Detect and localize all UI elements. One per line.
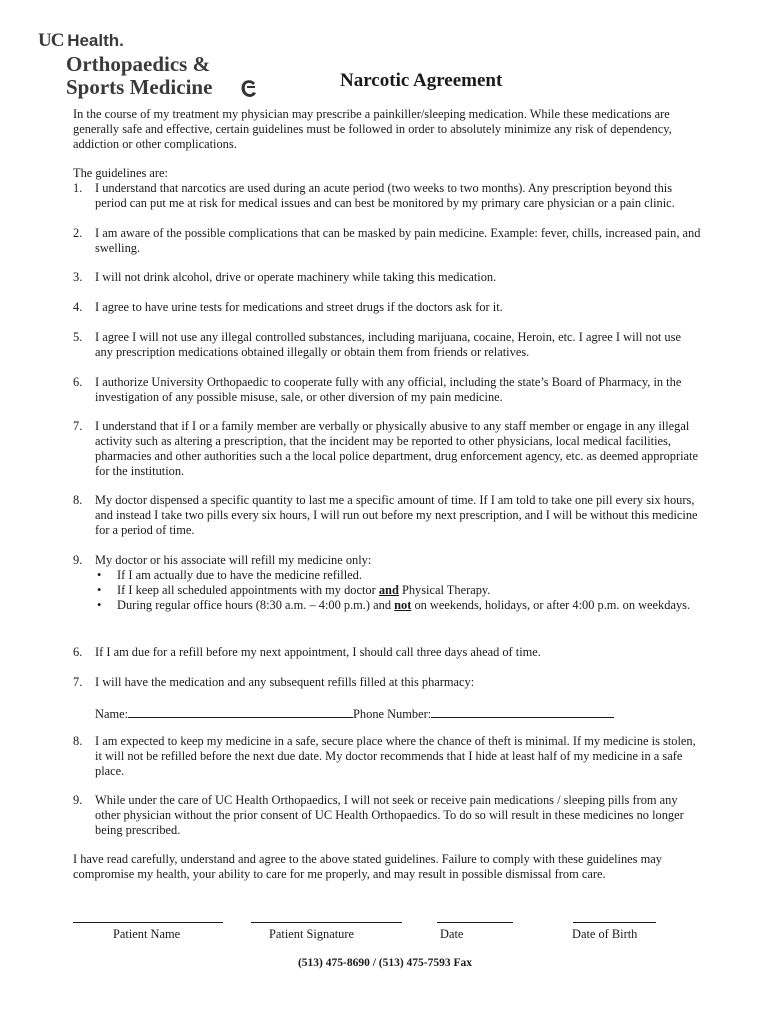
pharmacy-fillin-row — [95, 705, 614, 722]
emphasis-and: and — [378, 583, 399, 597]
patient-signature-label: Patient Signature — [269, 927, 354, 941]
item-text: I am aware of the possible complications that can be masked by pain medicine. Example: fever, chills, increased pain, and swelling. — [95, 226, 701, 255]
logo-sports-medicine-text: Sports Medicine — [66, 75, 213, 99]
cincinnati-c-logo-icon — [238, 77, 260, 99]
item-number: 7. — [73, 675, 83, 689]
guideline-item — [73, 553, 701, 613]
item-text: I authorize University Orthopaedic to cooperate fully with any official, including the state’s Board of Pharmacy, in the investigation of any possible misuse, sale, or other diversion of my pain medicine. — [95, 375, 682, 404]
guideline-item — [73, 181, 701, 211]
guideline-item — [73, 300, 701, 315]
pharmacy-phone-field[interactable] — [431, 705, 614, 718]
item-number: 8. — [73, 493, 83, 507]
item-number: 7. — [73, 419, 83, 433]
guideline-item — [73, 419, 701, 479]
guideline-item — [73, 645, 701, 660]
item-number: 6. — [73, 375, 83, 389]
refill-conditions-list — [95, 568, 701, 613]
pharmacy-phone-label: Phone Number: — [353, 707, 432, 721]
guideline-item — [73, 493, 701, 538]
item-number: 6. — [73, 645, 83, 659]
guideline-item — [73, 226, 701, 256]
refill-condition-text: If I am actually due to have the medicine refilled. — [117, 568, 362, 582]
item-text: While under the care of UC Health Orthopaedics, I will not seek or receive pain medications / sleeping pills from any other physician without the prior consent of UC Health Orthopaedics. To do so will result in these medicines no longer being prescribed. — [95, 793, 684, 837]
guideline-item — [73, 270, 701, 285]
patient-signature-field[interactable] — [251, 922, 402, 923]
item-number: 3. — [73, 270, 83, 284]
item-number: 4. — [73, 300, 83, 314]
pharmacy-name-field[interactable] — [128, 705, 353, 718]
item-number: 9. — [73, 793, 83, 807]
contact-phone-fax: (513) 475-8690 / (513) 475-7593 Fax — [297, 957, 473, 969]
item-text: I understand that if I or a family member are verbally or physically abusive to any staff member or engage in any illegal activity such as altering a prescription, that the incident may be reported to other physicians, local medical facilities, pharmacies and other authorities such a the local police department, drug enforcement agency, etc. as deemed appropriate for the institution. — [95, 419, 698, 478]
refill-condition-text: If I keep all scheduled appointments with my doctor — [117, 583, 379, 597]
item-number: 8. — [73, 734, 83, 748]
item-text: I agree I will not use any illegal controlled substances, including marijuana, cocaine, Heroin, etc. I agree I will not use any prescription medications obtained illegally or obtain them from friends or relatives. — [95, 330, 681, 359]
document-title: Narcotic Agreement — [340, 70, 503, 91]
patient-name-label: Patient Name — [113, 927, 181, 941]
guideline-item — [73, 734, 701, 779]
item-text: I agree to have urine tests for medications and street drugs if the doctors ask for it. — [95, 300, 503, 314]
intro-paragraph: In the course of my treatment my physician may prescribe a painkiller/sleeping medication. While these medications are generally safe and effective, certain guidelines must be followed in order to absolutely minimize any risk of dependency, addiction or other complications. — [73, 107, 672, 151]
guideline-item — [73, 330, 701, 360]
logo-uc-mark: UC — [38, 30, 64, 51]
patient-name-field[interactable] — [73, 922, 223, 923]
refill-condition — [95, 598, 701, 613]
guidelines-label: The guidelines are: — [73, 166, 168, 180]
date-of-birth-label: Date of Birth — [572, 927, 638, 941]
item-text — [95, 553, 701, 613]
item-text: I am expected to keep my medicine in a safe, secure place where the chance of theft is minimal. If my medicine is stolen, it will not be refilled before the next due date. My doctor recommends that I hide at least half of my medicine in a safe place. — [95, 734, 696, 778]
item-text: I will have the medication and any subsequent refills filled at this pharmacy: — [95, 675, 475, 689]
date-of-birth-field[interactable] — [573, 922, 656, 923]
date-label: Date — [440, 927, 464, 941]
item-text: I will not drink alcohol, drive or operate machinery while taking this medication. — [95, 270, 497, 284]
guideline-item — [73, 793, 701, 838]
closing-paragraph: I have read carefully, understand and agree to the above stated guidelines. Failure to comply with these guidelines may compromise my health, your ability to care for me properly, and may result in possible dismissal from care. — [73, 852, 662, 881]
date-field[interactable] — [437, 922, 513, 923]
refill-condition-text: During regular office hours (8:30 a.m. – 4:00 p.m.) and — [117, 598, 395, 612]
refill-condition-text: on weekends, holidays, or after 4:00 p.m. on weekdays. — [411, 598, 691, 612]
guideline-item — [73, 375, 701, 405]
pharmacy-name-label: Name: — [95, 707, 129, 721]
refill-condition-text: Physical Therapy. — [398, 583, 491, 597]
refill-intro-text: My doctor or his associate will refill my medicine only: — [95, 553, 372, 567]
item-number: 9. — [73, 553, 83, 567]
item-number: 1. — [73, 181, 83, 195]
guideline-item — [73, 675, 701, 690]
refill-condition — [95, 568, 701, 583]
item-text: My doctor dispensed a specific quantity to last me a specific amount of time. If I am told to take one pill every six hours, and instead I take two pills every six hours, I will run out before my next prescription, and I will be without this medicine for a period of time. — [95, 493, 698, 537]
item-number: 5. — [73, 330, 83, 344]
emphasis-not: not — [394, 598, 412, 612]
item-number: 2. — [73, 226, 83, 240]
item-text: I understand that narcotics are used during an acute period (two weeks to two months). Any prescription beyond this period can put me at risk for medical issues and can best be monitored by my primary care physician or a pain clinic. — [95, 181, 675, 210]
item-text: If I am due for a refill before my next appointment, I should call three days ahead of time. — [95, 645, 541, 659]
logo-uc-health — [38, 30, 124, 52]
logo-health-text: Health. — [67, 31, 124, 50]
logo-orthopaedics-text: Orthopaedics & — [66, 52, 211, 76]
refill-condition — [95, 583, 701, 598]
uc-health-logo — [38, 30, 268, 100]
